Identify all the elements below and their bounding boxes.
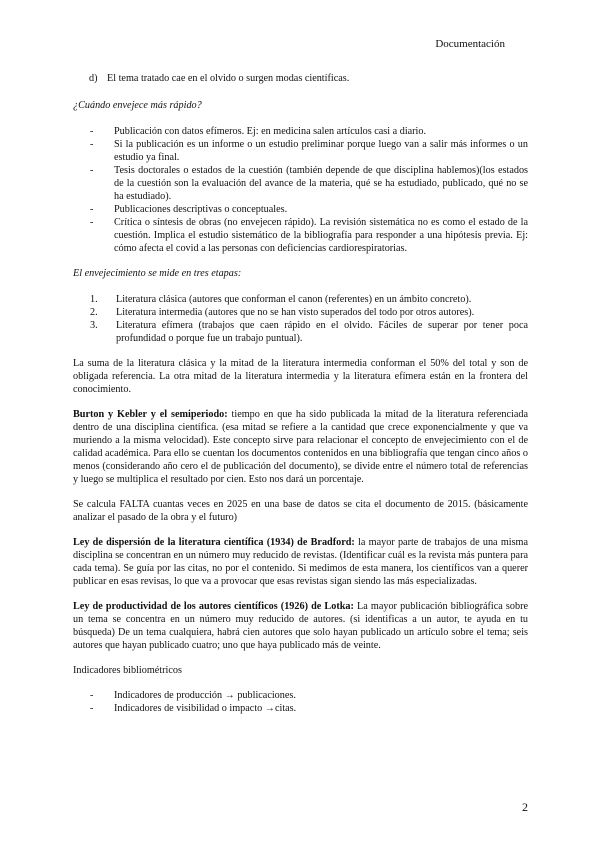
list-item-text: Tesis doctorales o estados de la cuestión (también depende de que disciplina hablemos)(los estados de la cuestión son la evaluación del avance de la materia, qué se ha estudiado, publicado, qué no se ha estudiado). — [114, 165, 528, 202]
list-item — [73, 138, 528, 164]
page-number: 2 — [522, 800, 528, 814]
list-item-text: Si la publicación es un informe o un estudio preliminar porque luego van a salir más informes o un estudio ya final. — [114, 139, 528, 163]
number-marker: 2. — [90, 307, 98, 318]
list-item-text: Indicadores de producción → publicaciones. — [114, 690, 296, 701]
list-item — [73, 306, 528, 319]
list-item — [73, 293, 528, 306]
dash-marker: - — [90, 690, 94, 701]
dash-marker: - — [90, 126, 94, 137]
list-item-text: Publicación con datos efímeros. Ej: en medicina salen artículos casi a diario. — [114, 126, 427, 137]
item-text: El tema tratado cae en el olvido o surgen modas científicas. — [107, 73, 350, 84]
number-marker: 3. — [90, 320, 98, 331]
list-item — [73, 702, 528, 715]
dash-marker: - — [90, 204, 94, 215]
list-item-text: Publicaciones descriptivas o conceptuales. — [114, 204, 288, 215]
item-label: d) — [89, 73, 98, 84]
paragraph-bradford — [73, 536, 528, 588]
dash-marker: - — [90, 139, 94, 150]
fast-aging-list — [73, 125, 528, 255]
definition-burton: tiempo en que ha sido publicada la mitad de la literatura referenciada dentro de una disciplina científica. (esa mitad se refiere a la cantidad que crece exponencialmente y que va muriendo a la misma velocidad). Este concepto sirve para relacionar el concepto de envejecimiento con el de calidad académica. Para ello se cuentan los documentos contenidos en una bibliografía que tengan cinco años o menos (considerando año cero el de publicación del documento), se divide entre el número total de referencias y luego se multiplica el resultado por cien. Esto nos dará un porcentaje. — [73, 409, 528, 485]
list-item-text: Literatura intermedia (autores que no se han visto superados del todo por otros autores). — [116, 307, 475, 318]
stages-list — [73, 293, 528, 345]
dash-marker: - — [90, 703, 94, 714]
list-item-d — [89, 72, 528, 85]
list-item-text: Literatura clásica (autores que conforman el canon (referentes) en un ámbito concreto). — [116, 294, 472, 305]
document-body — [73, 72, 528, 727]
section-heading-fast-aging: ¿Cuándo envejece más rápido? — [73, 100, 202, 111]
list-item — [73, 689, 528, 702]
list-item — [73, 319, 528, 345]
term-burton: Burton y Kebler y el semiperiodo: — [73, 409, 228, 420]
indicators-heading: Indicadores bibliométricos — [73, 665, 182, 676]
term-lotka: Ley de productividad de los autores científicos (1926) de Lotka: — [73, 601, 354, 612]
list-item — [73, 216, 528, 255]
number-marker: 1. — [90, 294, 98, 305]
term-bradford: Ley de dispersión de la literatura científica (1934) de Bradford: — [73, 537, 355, 548]
header-title: Documentación — [435, 38, 505, 50]
paragraph-lotka — [73, 600, 528, 652]
indicators-list — [73, 689, 528, 715]
dash-marker: - — [90, 217, 94, 228]
dash-marker: - — [90, 165, 94, 176]
list-item — [73, 125, 528, 138]
paragraph-burton — [73, 408, 528, 486]
list-item-text: Literatura efímera (trabajos que caen rápido en el olvido. Fáciles de superar por tener poca profundidad o porque fue un trabajo puntual). — [116, 320, 528, 344]
list-item-text: Indicadores de visibilidad o impacto →citas. — [114, 703, 297, 714]
definition-bradford: la mayor parte de trabajos de una misma disciplina se concentran en un número muy reducido de revistas. (Identificar cuál es la revista más puntera para cada tema). Se guía por las citas, no por el contenido. Si medimos de esta manera, los científicos van a querer publicar en esas revisas, lo que va a provocar que esas revistas sigan siendo las más especializadas. — [73, 537, 528, 587]
section-heading-stages: El envejecimiento se mide en tres etapas: — [73, 268, 242, 279]
paragraph-falta: Se calcula FALTA cuantas veces en 2025 en una base de datos se cita el documento de 2015. (básicamente analizar el pasado de la obra y el futuro) — [73, 499, 528, 523]
list-item — [73, 164, 528, 203]
paragraph-sum: La suma de la literatura clásica y la mitad de la literatura intermedia conforman el 50% del total y son de obligada referencia. La otra mitad de la literatura intermedia y la literatura efímera están en la frontera del conocimiento. — [73, 358, 528, 395]
list-item-text: Crítica o síntesis de obras (no envejecen rápido). La revisión sistemática no es como el estado de la cuestión. Implica el estudio sistemático de la bibliografía para responder a una hipótesis previa. Ej: cómo afecta el covid a las personas con deficiencias cardiorespiratorias. — [114, 217, 528, 254]
definition-lotka: La mayor publicación bibliográfica sobre un tema se concentra en un número muy reducido de autores. (si identificas a un autor, te ayuda en tu búsqueda) De un tema cualquiera, habrá cien autores que solo hayan publicado un artículo sobre el tema; seis autores que hayan publicado cuatro; uno que haya publicado más de veinte. — [73, 601, 528, 651]
list-item — [73, 203, 528, 216]
